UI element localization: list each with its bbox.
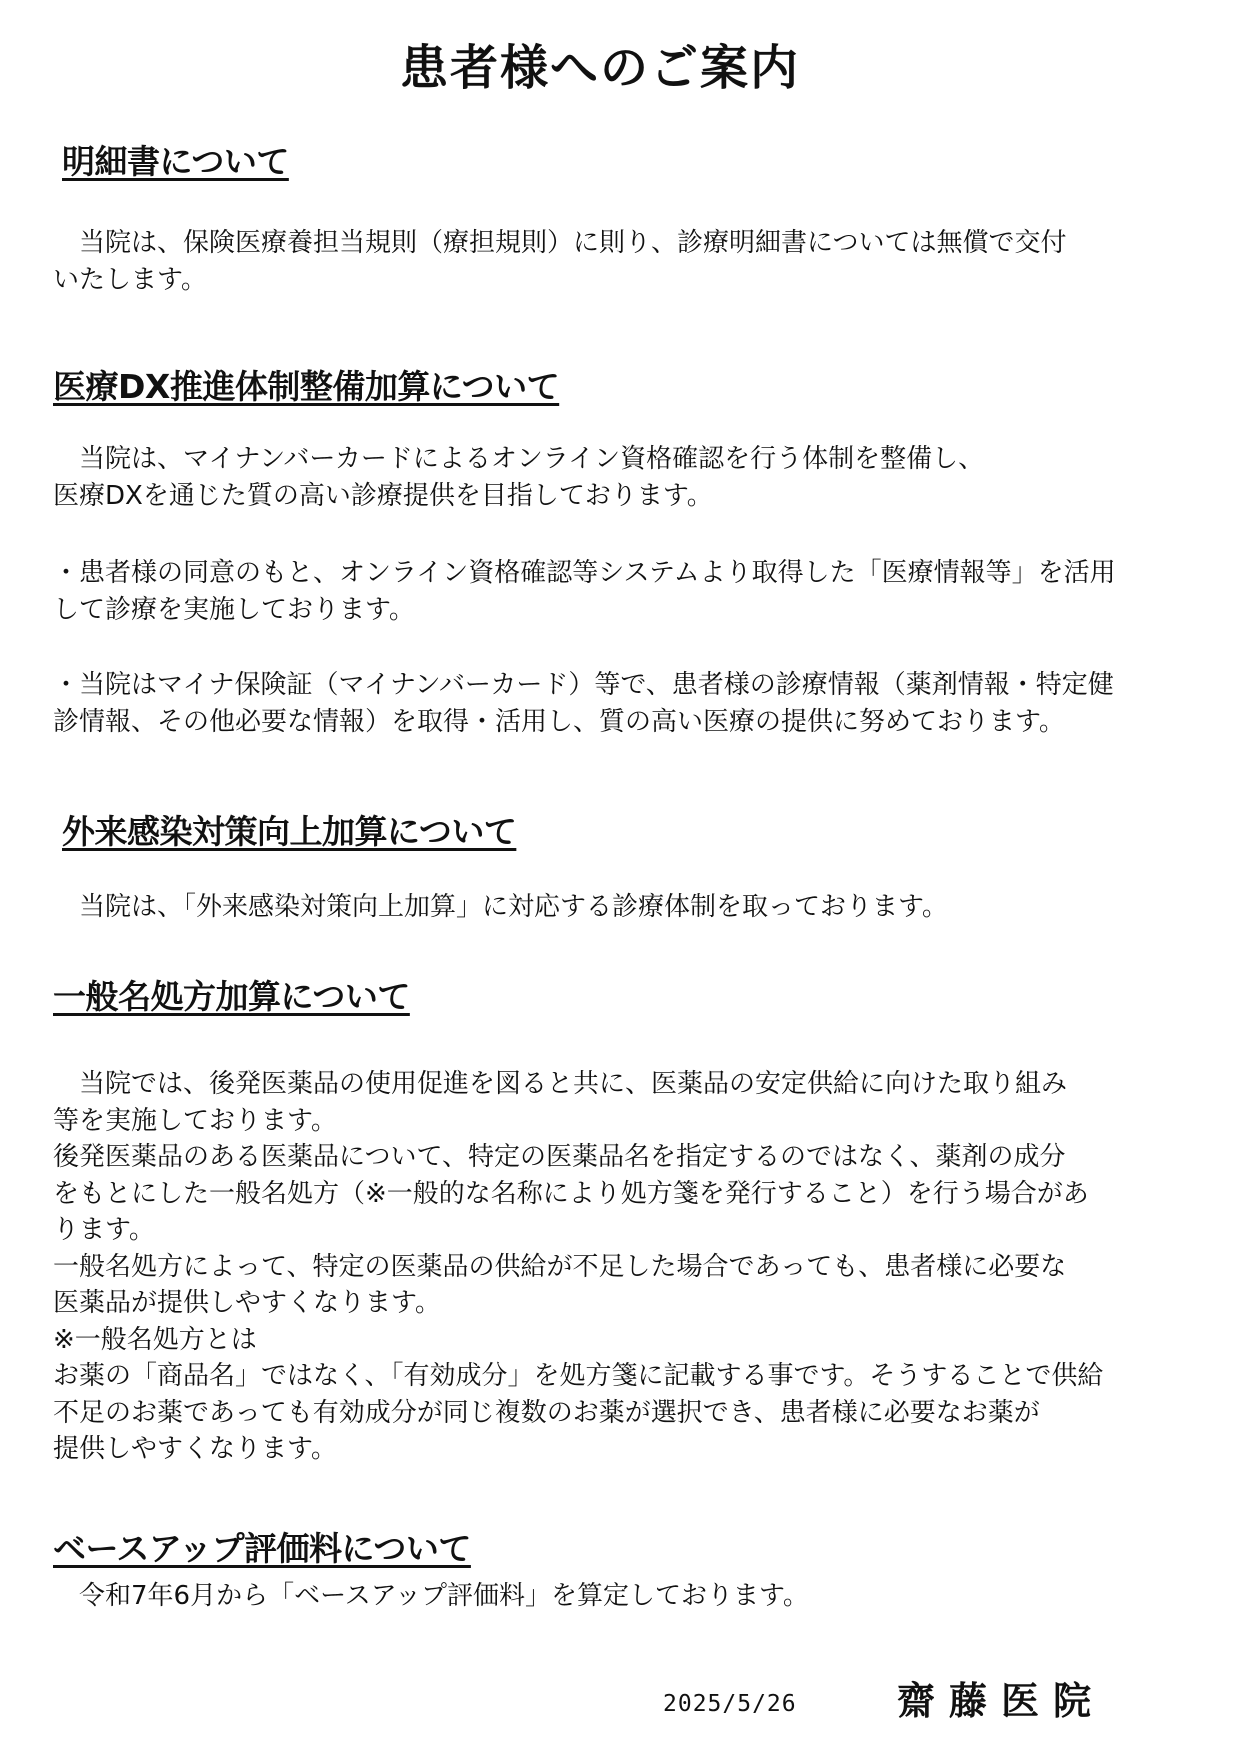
section-paragraph-base-up: 令和7年6月から「ベースアップ評価料」を算定しております。: [79, 1581, 809, 1611]
section-paragraph-generic-prescription: 当院では、後発医薬品の使用促進を図ると共に、医薬品の安定供給に向けた取り組み 等を実施しております。 後発医薬品のある医薬品について、特定の医薬品名を指定するのではなく、薬剤の成分 をもとにした一般名処方（※一般的な名称により処方箋を発行すること）を行う場合があ ります。 一般名処方によって、特定の医薬品の供給が不足した場合であっても、患者様に必要な 医薬品が提供しやすくなります。 ※一般名処方とは お薬の「商品名」ではなく、「有効成分」を処方箋に記載する事です。そうすることで供給 不足のお薬であっても有効成分が同じ複数のお薬が選択でき、患者様に必要なお薬が 提供しやすくなります。: [53, 1069, 1104, 1464]
section-paragraph-medical-dx-1: 当院は、マイナンバーカードによるオンライン資格確認を行う体制を整備し、 医療DXを通じた質の高い診療提供を目指しております。: [53, 444, 985, 511]
section-paragraph-statement: 当院は、保険医療養担当規則（療担規則）に則り、診療明細書については無償で交付 いたします。: [53, 228, 1067, 295]
section-heading-generic-prescription: 一般名処方加算について: [53, 977, 410, 1016]
section-paragraph-infection-control: 当院は、「外来感染対策向上加算」に対応する診療体制を取っております。: [79, 892, 948, 922]
section-paragraph-medical-dx-3: ・当院はマイナ保険証（マイナンバーカード）等で、患者様の診療情報（薬剤情報・特定健 診情報、その他必要な情報）を取得・活用し、質の高い医療の提供に努めております。: [53, 670, 1114, 737]
section-heading-medical-dx: 医療DX推進体制整備加算について: [53, 367, 560, 406]
section-heading-base-up: ベースアップ評価料について: [53, 1529, 471, 1568]
clinic-name: 齋藤医院: [897, 1678, 1106, 1723]
section-heading-infection-control: 外来感染対策向上加算について: [62, 812, 517, 851]
section-paragraph-medical-dx-2: ・患者様の同意のもと、オンライン資格確認等システムより取得した「医療情報等」を活用 して診療を実施しております。: [53, 558, 1116, 625]
page-title: 患者様へのご案内: [399, 40, 800, 96]
section-heading-statement: 明細書について: [62, 142, 289, 181]
issue-date: 2025/5/26: [663, 1691, 797, 1717]
